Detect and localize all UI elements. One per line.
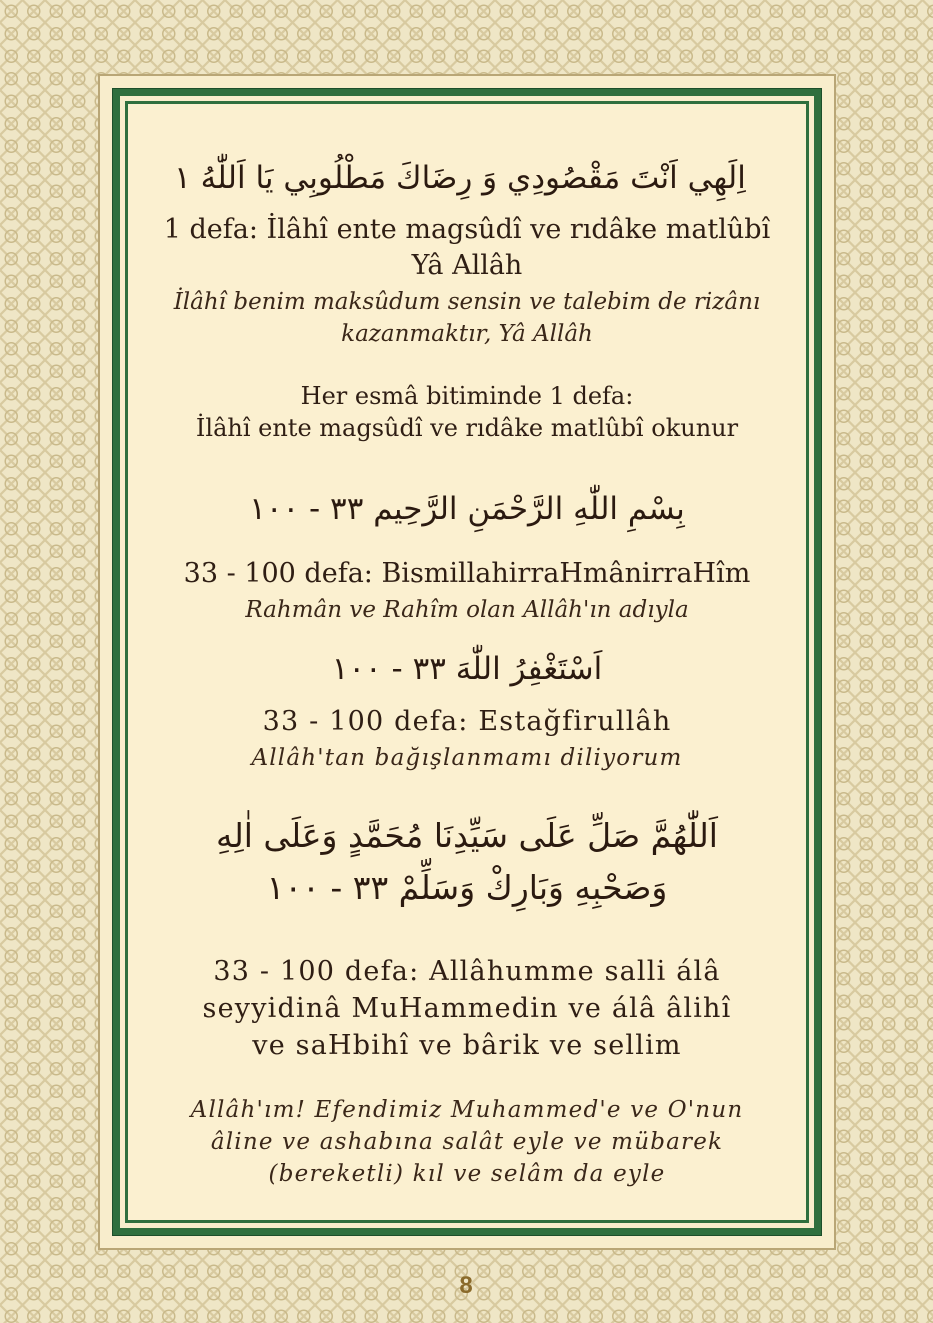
inner-green-border: [125, 101, 809, 1223]
transliteration-ilahi-line1: 1 defa: İlâhî ente magsûdî ve rıdâke matlûbî: [163, 214, 771, 245]
transliteration-salawat-line2: seyyidinâ MuHammedin ve álâ âlihî: [202, 993, 732, 1024]
cream-border-strip: [120, 96, 814, 1228]
page-number: 8: [459, 1272, 473, 1299]
green-border: [112, 88, 822, 1236]
page-frame: [98, 74, 836, 1250]
meaning-salawat-line1: Allâh'ım! Efendimiz Muhammed'e ve O'nun: [190, 1097, 744, 1123]
transliteration-ilahi-line2: Yâ Allâh: [411, 250, 523, 281]
meaning-ilahi-line2: kazanmaktır, Yâ Allâh: [341, 321, 593, 347]
meaning-salawat-line3: (bereketli) kıl ve selâm da eyle: [268, 1161, 666, 1187]
meaning-salawat-line2: âline ve ashabına salât eyle ve mübarek: [210, 1129, 724, 1155]
transliteration-istighfar: 33 - 100 defa: Estağfirullâh: [262, 706, 672, 737]
text-panel: [128, 104, 806, 1220]
instruction-line2: İlâhî ente magsûdî ve rıdâke matlûbî okunur: [195, 414, 739, 442]
meaning-basmala: Rahmân ve Rahîm olan Allâh'ın adıyla: [245, 597, 689, 623]
transliteration-salawat-line1: 33 - 100 defa: Allâhumme salli álâ: [213, 956, 721, 987]
arabic-salawat-line2: وَصَحْبِهِ وَبَارِكْ وَسَلِّمْ ٣٣ - ١٠٠: [266, 868, 668, 907]
arabic-prayer-ilahi: اِلَهِي اَنْتَ مَقْصُودِي وَ رِضَاكَ مَطْلُوبِي يَا اَللّٰهُ ١: [174, 160, 746, 196]
meaning-istighfar: Allâh'tan bağışlanmamı diliyorum: [251, 745, 683, 771]
arabic-salawat-line1: اَللّٰهُمَّ صَلِّ عَلَى سَيِّدِنَا مُحَمَّدٍ وَعَلَى اٰلِهِ: [216, 816, 718, 855]
transliteration-salawat-line3: ve saHbihî ve bârik ve sellim: [252, 1030, 682, 1061]
meaning-ilahi-line1: İlâhî benim maksûdum sensin ve talebim de rizânı: [173, 289, 761, 315]
arabic-istighfar: اَسْتَغْفِرُ اللّٰهَ ٣٣ - ١٠٠: [331, 651, 603, 687]
page-content: [128, 104, 806, 1220]
transliteration-basmala: 33 - 100 defa: BismillahirraHmânirraHîm: [183, 558, 751, 589]
arabic-basmala: بِسْمِ اللّٰهِ الرَّحْمَنِ الرَّحِيم ٣٣ - ١٠٠: [249, 491, 685, 527]
instruction-line1: Her esmâ bitiminde 1 defa:: [300, 382, 634, 410]
